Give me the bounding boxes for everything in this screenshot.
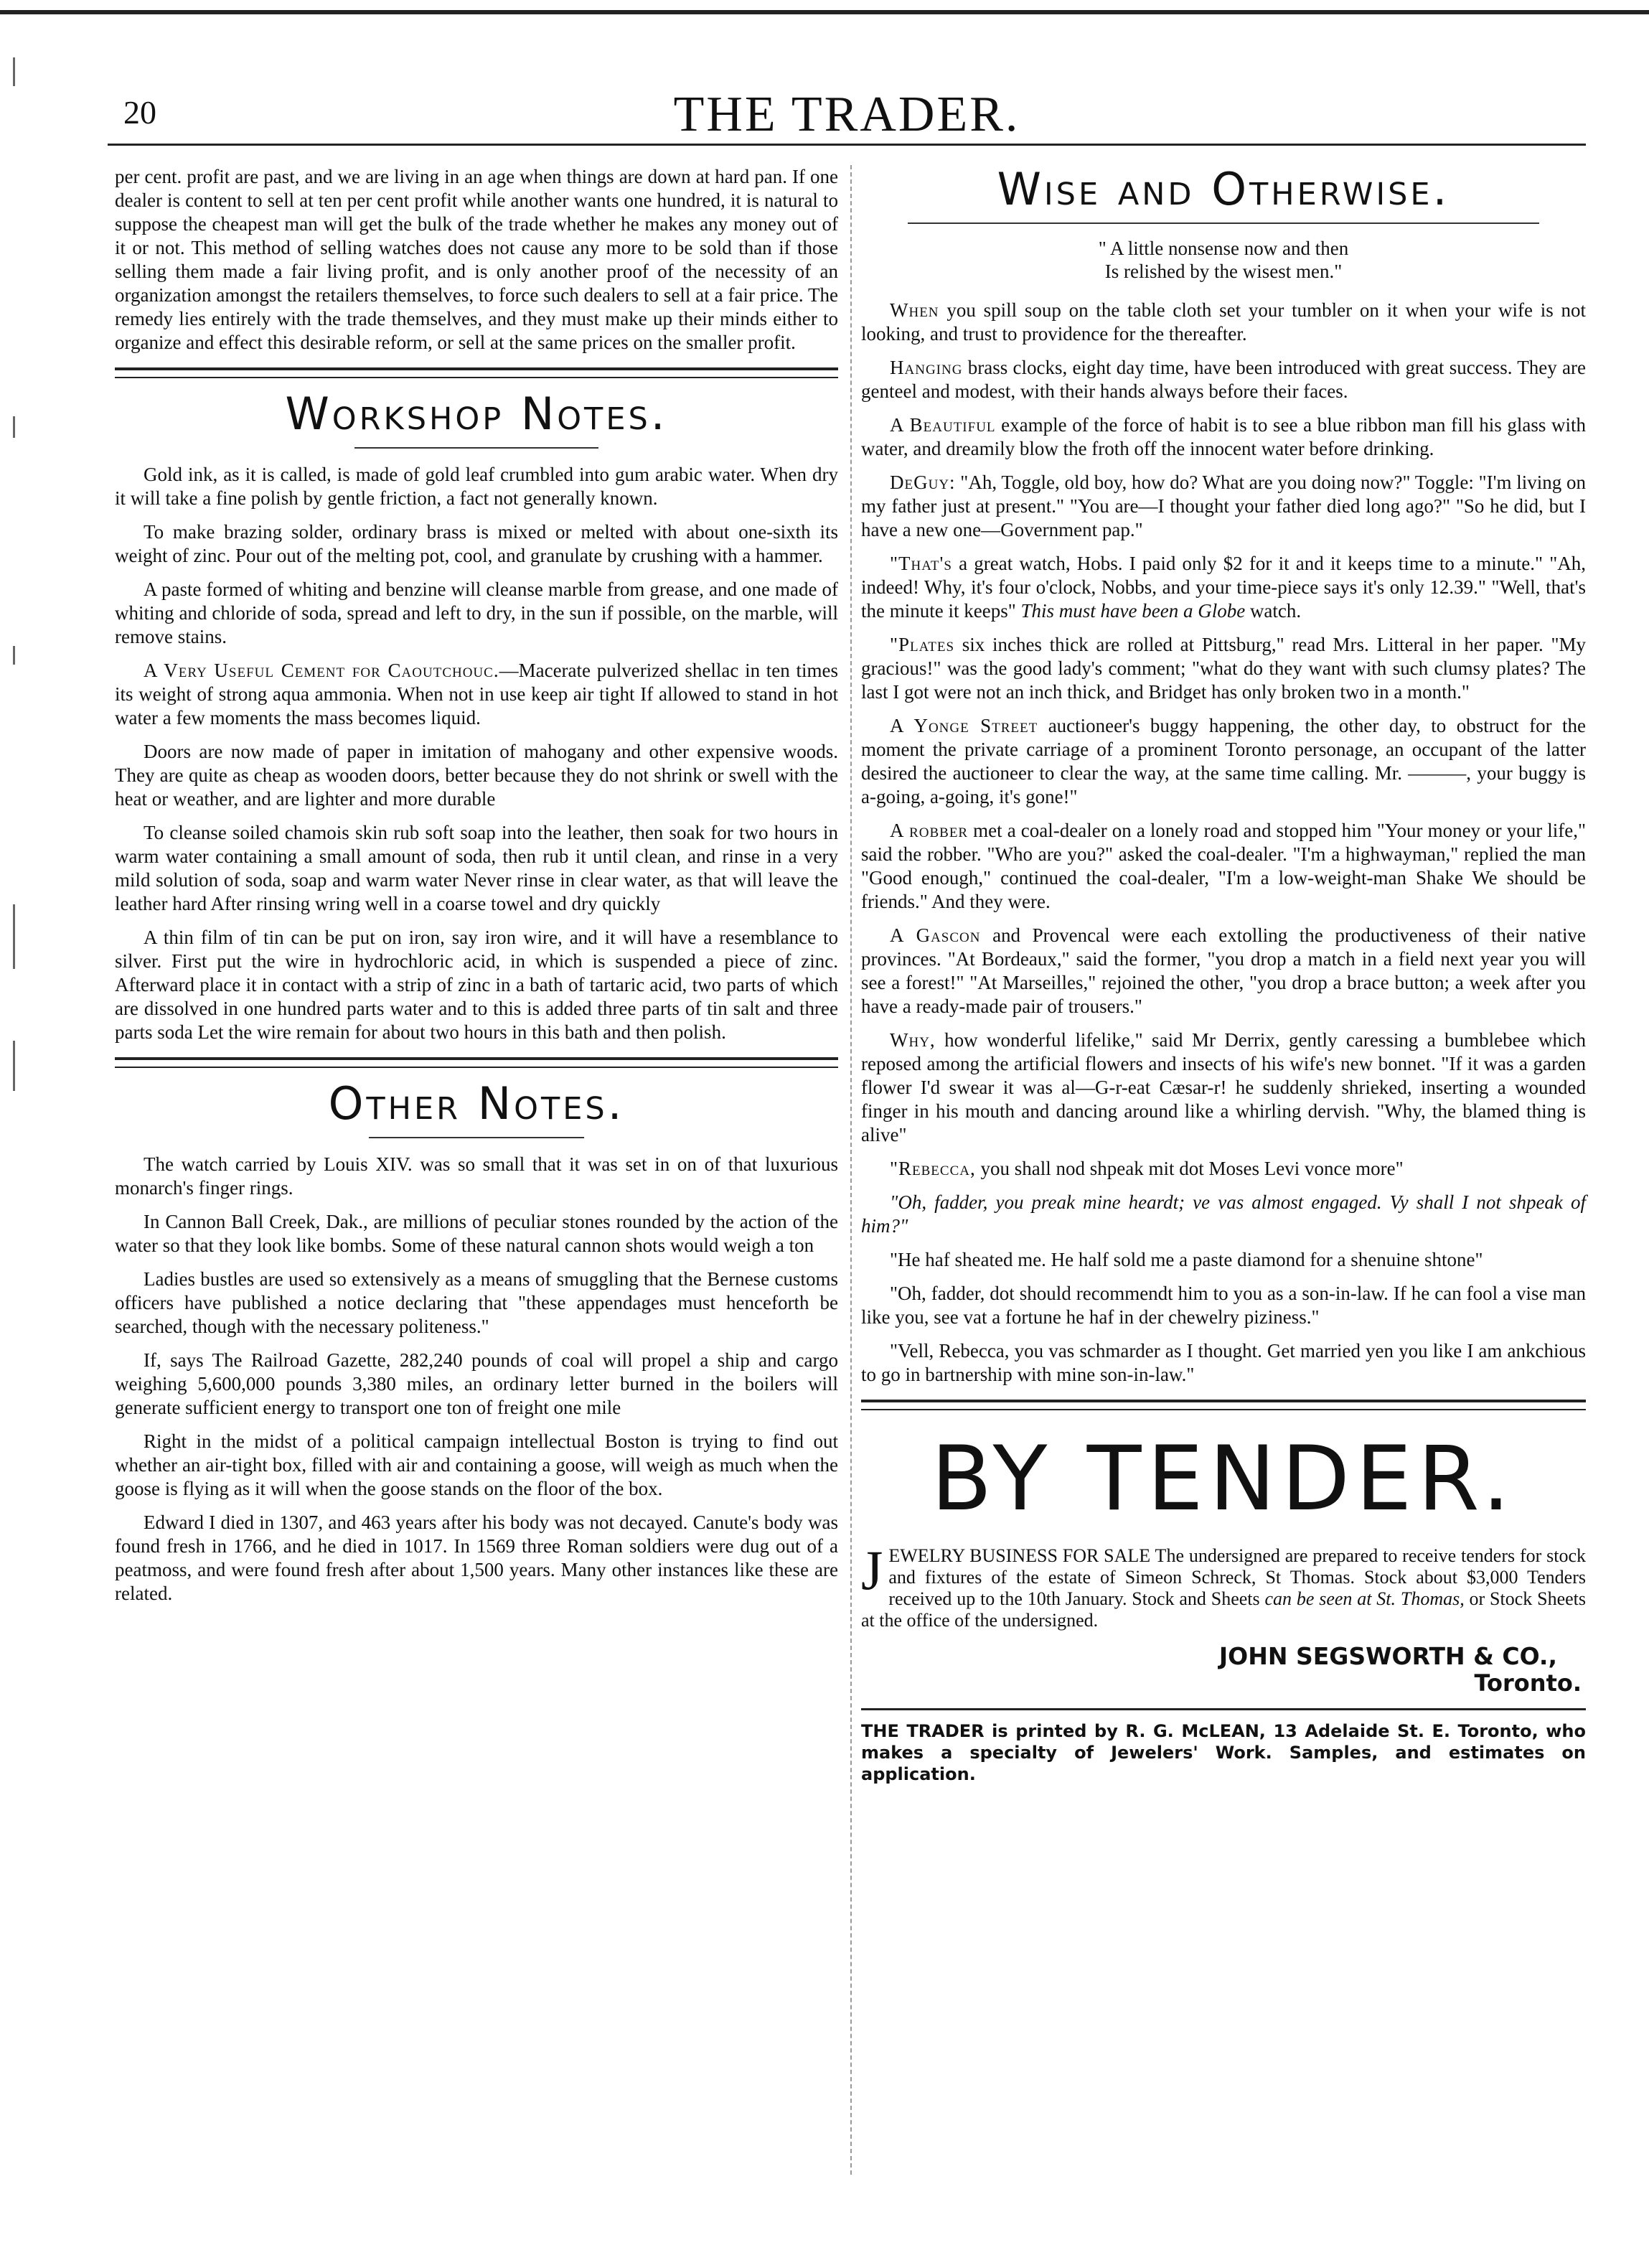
epigraph-line: " A little nonsense now and then <box>1098 238 1349 259</box>
joke-paragraph <box>861 819 1586 914</box>
other-note-paragraph: Right in the midst of a political campaign intellectual Boston is trying to find out whether an air-tight box, filled with air and containing a goose, will weigh as much when the goose is flying as it will when the goose stands on the floor of the box. <box>115 1430 838 1499</box>
paragraph-lead: A Gascon <box>890 924 981 946</box>
paragraph-lead: A robber <box>890 820 969 841</box>
workshop-paragraph: To cleanse soiled chamois skin rub soft soap into the leather, then soak for two hours in warm water containing a small amount of soda, then rub it until clean, and rinse in a very mild solution of soda, soap and warm water Never rinse in clear water, as that will leave the leather hard After rinsing wring well in a coarse towel and dry quickly <box>115 822 838 914</box>
newspaper-name: Globe <box>1198 600 1246 622</box>
paragraph-lead: "Rebecca, <box>890 1158 976 1179</box>
top-border <box>0 10 1649 14</box>
imprint-lead: THE TRADER <box>861 1721 985 1741</box>
other-note-paragraph: Ladies bustles are used so extensively as a means of smuggling that the Bernese customs officers have published a notice declaring that "these appendages must henceforth be searched, though with the necessary politeness." <box>115 1268 838 1337</box>
paragraph-lead: When <box>890 299 939 321</box>
paragraph-lead: Hanging <box>890 357 963 378</box>
drop-cap: J <box>861 1539 883 1601</box>
header-rule <box>108 144 1586 146</box>
joke-paragraph: "Vell, Rebecca, you vas schmarder as I thought. Get married yen you like I am ankchious to go in bartnership with mine son-in-law." <box>861 1340 1586 1385</box>
by-tender-heading: BY TENDER. <box>931 1428 1516 1531</box>
margin-mark <box>13 1041 15 1091</box>
joke-paragraph <box>861 356 1586 403</box>
joke-paragraph <box>861 1157 1586 1181</box>
workshop-paragraph: A paste formed of whiting and benzine will cleanse marble from grease, and one made of whiting and chloride of soda, spread and left to dry, in the sun if possible, on the marble, will remove stains. <box>115 578 838 647</box>
paragraph-text: —Macerate pulverized shellac in ten times its weight of strong aqua ammonia. When not in use keep air tight If allowed to stand in hot water a few moments the mass becomes liquid. <box>115 660 839 728</box>
paragraph-lead: DeGuy: <box>890 472 956 493</box>
paragraph-text: and Provencal were each extolling the productiveness of their native provinces. "At Bordeaux," said the former, "you drop a match in a field next year you will see a forest!" "At Marseilles," rejoined the other, "you drop a brace button; a week after you have a ready-made pair of trousers." <box>861 924 1586 1017</box>
other-note-paragraph: In Cannon Ball Creek, Dak., are millions of peculiar stones rounded by the action of the water so that they look like bombs. Some of these natural cannon shots would weigh a ton <box>115 1211 838 1256</box>
other-note-paragraph: If, says The Railroad Gazette, 282,240 pounds of coal will propel a ship and cargo weighing 5,600,000 pounds 3,380 miles, an ordinary letter burned in the boilers will generate sufficient energy to transport one ton of freight one mile <box>115 1349 838 1418</box>
tender-city: Toronto. <box>1474 1669 1582 1697</box>
margin-mark <box>13 57 15 86</box>
column-divider <box>850 165 852 2175</box>
heading-underline <box>354 447 598 449</box>
section-rule <box>115 367 838 378</box>
tender-text: The undersigned are prepared to receive tenders for stock and fixtures of the estate of Simeon Schreck, St Thomas. Stock about $3,000 Tenders received up to the 10th January. Stock and Sheets <box>888 1545 1586 1609</box>
paragraph-text: met a coal-dealer on a lonely road and stopped him "Your money or your life," said the robber. "Who are you?" asked the coal-dealer. "I'm a highwayman," replied the man "Good enough," continued the coal-dealer, "I'm a low-weight-man Shake We should be friends." And they were. <box>861 820 1587 912</box>
other-note-paragraph: Edward I died in 1307, and 463 years after his body was not decayed. Canute's body was found fresh in 1766, and he died in 1017. In 1569 three Roman soldiers were dug out of a peatmoss, and were found fresh after about 1,500 years. Many other instances like these are related. <box>115 1512 838 1604</box>
workshop-paragraph <box>115 659 838 730</box>
page-header <box>108 86 1586 144</box>
joke-paragraph <box>861 633 1586 704</box>
joke-paragraph: "Oh, fadder, dot should recommendt him to you as a son-in-law. If he can fool a vise man like you, see vat a fortune he haf in der chewelry piziness." <box>861 1283 1586 1328</box>
joke-paragraph <box>861 413 1586 461</box>
joke-paragraph <box>861 714 1586 809</box>
paragraph-lead: A Beautiful <box>890 414 996 436</box>
joke-paragraph <box>861 552 1586 623</box>
paragraph-text: watch. <box>1245 600 1302 622</box>
workshop-paragraph: To make brazing solder, ordinary brass is mixed or melted with about one-sixth its weight of zinc. Pour out of the melting pot, cool, and granulate by crushing with a hammer. <box>115 521 838 566</box>
heading-underline <box>908 222 1539 224</box>
workshop-paragraph: A thin film of tin can be put on iron, say iron wire, and it will have a resemblance to silver. First put the wire in hydrochloric acid, in which is suspended a piece of zinc. Afterward place it in contact with a strip of zinc in a bath of tartaric acid, two parts of which are dissolved in one hundred parts water and to this is added three parts of tin salt and three parts soda Let the wire remain for about two hours in this bath and then polish. <box>115 927 838 1043</box>
margin-mark <box>13 416 15 438</box>
paragraph-text: example of the force of habit is to see a blue ribbon man fill his glass with water, and dreamily blow the froth off the innocent water before drinking. <box>861 414 1586 459</box>
printer-imprint <box>861 1708 1586 1785</box>
joke-paragraph: "Oh, fadder, you preak mine heardt; ve vas almost engaged. Vy shall I not shpeak of him?" <box>861 1191 1586 1237</box>
paragraph-text: how wonderful lifelike," said Mr Derrix, gently caressing a bumblebee which reposed among the artificial flowers and insects of his wife's new bonnet. "If it was a garden flower I'd swear it was al—G-r-eat Cæsar-r! he suddenly shrieked, inserting a wounded finger in his mouth and dancing around like a whirling dervish. "Why, the blamed thing is alive" <box>861 1029 1586 1145</box>
tender-text: or Stock Sheets at the office of the undersigned. <box>861 1588 1586 1631</box>
page-number: 20 <box>123 94 156 131</box>
workshop-paragraph: Gold ink, as it is called, is made of gold leaf crumbled into gum arabic water. When dry it will take a fine polish by gentle friction, a fact not generally known. <box>115 464 838 509</box>
paragraph-italic: This must have been a <box>1020 600 1198 622</box>
left-column <box>115 165 838 1616</box>
workshop-paragraph: Doors are now made of paper in imitation of mahogany and other expensive woods. They are quite as cheap as wooden doors, better because they do not shrink or swell with the heat or weather, and are lighter and more durable <box>115 741 838 810</box>
paragraph-lead: "Plates <box>890 634 955 655</box>
joke-paragraph <box>861 924 1586 1018</box>
right-column <box>861 165 1586 1795</box>
wise-and-otherwise-heading: Wise and Otherwise. <box>997 163 1450 215</box>
paragraph-lead: A Yonge Street <box>890 715 1038 736</box>
margin-mark <box>13 646 15 665</box>
heading-underline <box>369 1137 584 1138</box>
joke-paragraph <box>861 471 1586 542</box>
epigraph <box>861 237 1586 283</box>
paragraph-text: "Ah, Toggle, old boy, how do? What are you doing now?" Toggle: "I'm living on my father just at present." "You are—I thought your father died long ago?" "So he did, but I have a new one—Government pap." <box>861 472 1586 540</box>
epigraph-line: Is relished by the wisest men." <box>1104 261 1343 282</box>
tender-lead: EWELRY BUSINESS FOR SALE <box>888 1545 1151 1566</box>
joke-paragraph <box>861 299 1586 346</box>
margin-marks <box>6 14 27 2239</box>
section-rule <box>115 1057 838 1068</box>
workshop-notes-heading: Workshop Notes. <box>285 388 668 440</box>
imprint-text: is printed by R. G. McLEAN, 13 Adelaide St. E. Toronto, who makes a specialty of Jewelers' Work. Samples, and estimates on application. <box>861 1721 1586 1784</box>
tender-notice <box>861 1539 1586 1631</box>
paragraph-text: you shall nod shpeak mit dot Moses Levi vonce more" <box>975 1158 1404 1179</box>
tender-signature: JOHN SEGSWORTH & CO., <box>1218 1642 1557 1670</box>
section-rule <box>861 1400 1586 1410</box>
paragraph-lead: A Very Useful Cement for Caoutchouc. <box>144 660 499 681</box>
joke-paragraph <box>861 1028 1586 1147</box>
tender-italic: can be seen at St. Thomas, <box>1264 1588 1465 1609</box>
paragraph-lead: "That's <box>890 553 952 574</box>
paragraph-text: auctioneer's buggy happening, the other day, to obstruct for the moment the private carriage of a prominent Toronto personage, an occupant of the latter desired the auctioneer to clear the way, at the same time calling. Mr. ———, your buggy is a-going, a-going, it's gone!" <box>861 715 1587 807</box>
paragraph-text: a great watch, Hobs. I paid only $2 for it and it keeps time to a minute." "Ah, indeed! Why, it's four o'clock, Nobbs, and your time-piece says it's only 12.39." "Well, that's the minute it keeps" <box>861 553 1586 622</box>
margin-mark <box>13 904 15 969</box>
publication-title: THE TRADER. <box>673 87 1020 142</box>
paragraph-text: brass clocks, eight day time, have been introduced with great success. They are genteel and modest, with their hands always before their faces. <box>861 357 1586 402</box>
paragraph-lead: Why, <box>890 1029 936 1051</box>
joke-paragraph: "He haf sheated me. He half sold me a paste diamond for a shenuine shtone" <box>890 1249 1483 1270</box>
paragraph-text: six inches thick are rolled at Pittsburg," read Mrs. Litteral in her paper. "My gracious!" was the good lady's comment; "what do they want with such clumsy plates? The last I got were not an inch thick, and Bridget has only broken two in a month." <box>861 634 1586 703</box>
paragraph-text: you spill soup on the table cloth set your tumbler on it when your wife is not looking, and trust to providence for the thereafter. <box>861 299 1586 345</box>
other-note-paragraph: The watch carried by Louis XIV. was so small that it was set in on of that luxurious monarch's finger rings. <box>115 1153 838 1199</box>
other-notes-heading: Other Notes. <box>328 1077 625 1130</box>
continued-paragraph: per cent. profit are past, and we are living in an age when things are down at hard pan. If one dealer is content to sell at ten per cent profit while another wants one hundred, it is natural to suppose the cheapest man will get the bulk of the trade whether he makes any money out of it or not. This method of selling watches does not cause any more to be sold than if those selling them made a fair living profit, and is only another proof of the necessity of an organization amongst the retailers themselves, to force such dealers to sell at a fair price. The remedy lies entirely with the trade themselves, and they must make up their minds either to organize and effect this desirable reform, or sell at the same prices on the smaller profit. <box>115 166 838 353</box>
